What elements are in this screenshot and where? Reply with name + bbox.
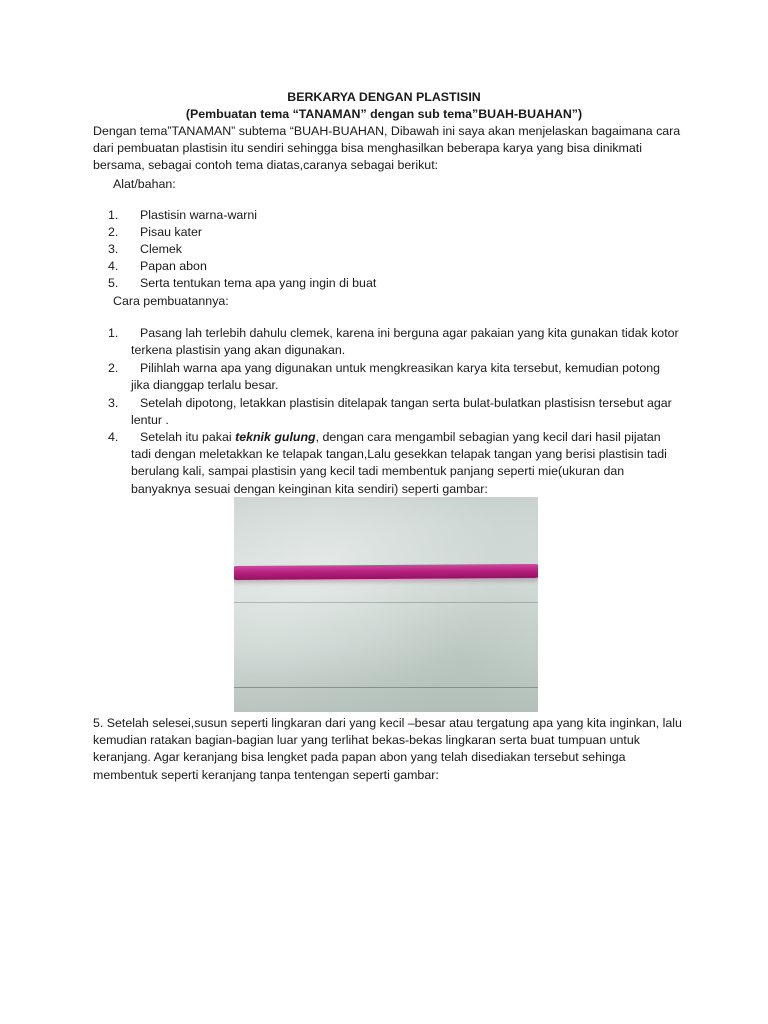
list-item: Papan abon [140,259,207,273]
step-4-text-end: , dengan cara mengambil sebagian yang kecil dari hasil pijatan tadi dengan meletakkan ke telapak tangan,Lalu gesekkan telapak tangan yang berisi plastisin tadi berulang kali, sampai plastisin yang kecil tadi membentuk panjang seperti mie(ukuran dan banyaknya sesuai dengan keinginan kita sendiri) seperti gambar: [131,430,667,496]
photo-fold-line [234,687,538,688]
document-subtitle: (Pembuatan tema “TANAMAN” dengan sub tema”BUAH-BUAHAN”) [185,107,583,121]
list-item-number: 2. [108,225,119,239]
plasticine-roll-photo [234,497,538,712]
list-item-number: 1. [108,326,119,340]
list-item-number: 3. [108,242,119,256]
step-5-paragraph: 5. Setelah selesei,susun seperti lingkaran dari yang kecil –besar atau tergatung apa yang kita inginkan, lalu kemudian ratakan bagian-bagian luar yang terlihat bekas-bekas lingkaran serta buat tumpuan untuk keranjang. Agar keranjang bisa lengket pada papan abon yang telah disediakan tersebut sehinga membentuk seperti keranjang tanpa tentengan seperti gambar: [93,716,682,782]
list-item-number: 2. [108,361,119,375]
list-item-number: 1. [108,208,119,222]
list-item: Setelah dipotong, letakkan plastisin ditelapak tangan serta bulat-bulatkan plastisisn tersebut agar lentur . [131,396,672,428]
list-item: Pilihlah warna apa yang digunakan untuk mengkreasikan karya kita tersebut, kemudian potong jika dianggap terlalu besar. [131,361,661,393]
steps-label: Cara pembuatannya: [113,294,229,308]
step-4-text-start: Setelah itu pakai [140,430,236,444]
list-item [131,429,681,498]
document-title: BERKARYA DENGAN PLASTISIN [287,90,481,104]
list-item-number: 5. [108,276,119,290]
list-item: Plastisin warna-warni [140,208,258,222]
materials-label: Alat/bahan: [113,177,176,191]
teknik-gulung-emphasis: teknik gulung [235,430,316,444]
intro-paragraph: Dengan tema”TANAMAN” subtema “BUAH-BUAHAN, Dibawah ini saya akan menjelaskan bagaimana cara dari pembuatan plastisin itu sendiri sehingga bisa menghasilkan beberapa karya yang bisa dinikmati bersama, sebagai contoh tema diatas,caranya sebagai berikut: [93,124,681,173]
list-item: Clemek [140,242,182,256]
list-item: Serta tentukan tema apa yang ingin di buat [140,276,377,290]
list-item-number: 4. [108,259,119,273]
plasticine-strand [234,564,538,580]
list-item-number: 4. [108,430,119,444]
photo-fold-line [234,602,538,603]
list-item: Pisau kater [140,225,202,239]
list-item: Pasang lah terlebih dahulu clemek, karena ini berguna agar pakaian yang kita gunakan tidak kotor terkena plastisin yang akan digunakan. [131,326,679,358]
list-item-number: 3. [108,396,119,410]
